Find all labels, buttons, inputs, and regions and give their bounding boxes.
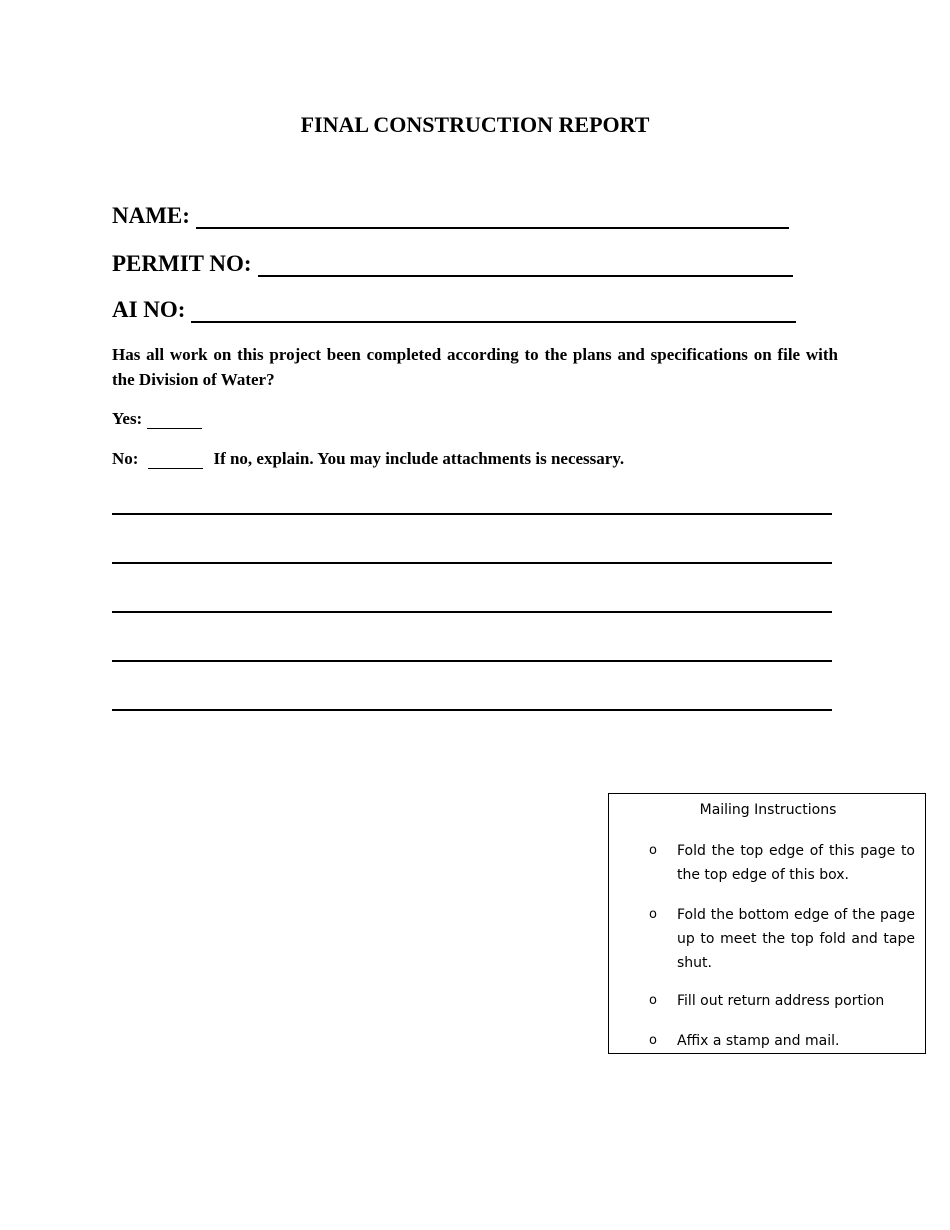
no-blank[interactable] [148,454,203,469]
yes-answer [112,409,202,429]
permit-no-blank[interactable] [258,257,793,277]
no-explain-text: If no, explain. You may include attachments is necessary. [213,449,625,468]
mailing-instructions-box [608,793,926,1054]
no-label: No: [112,449,139,468]
name-blank[interactable] [196,209,789,229]
mailing-instruction-item [649,1029,915,1053]
permit-no-field [112,251,793,277]
mailing-instruction-text: Affix a stamp and mail. [677,1033,840,1049]
explanation-line[interactable] [112,562,832,564]
mailing-instruction-item [649,903,915,975]
explanation-line[interactable] [112,709,832,711]
explanation-line[interactable] [112,660,832,662]
no-answer [112,449,624,469]
mailing-instruction-text: Fold the bottom edge of the page up to meet the top fold and tape shut. [677,907,915,971]
name-label: NAME: [112,203,190,228]
mailing-instructions-title: Mailing Instructions [699,802,837,818]
yes-blank[interactable] [147,414,202,429]
bullet-icon: o [649,907,657,922]
mailing-instruction-item [649,839,915,887]
yes-label: Yes: [112,409,143,428]
bullet-icon: o [649,993,657,1008]
page-title: FINAL CONSTRUCTION REPORT [300,112,650,137]
permit-no-label: PERMIT NO: [112,251,252,276]
ai-no-blank[interactable] [191,303,796,323]
bullet-icon: o [649,1033,657,1048]
completion-question: Has all work on this project been completed according to the plans and specifications on file with the Division of Water? [112,345,838,389]
ai-no-field [112,297,796,323]
explanation-line[interactable] [112,513,832,515]
mailing-instruction-text: Fill out return address portion [677,993,885,1009]
name-field [112,203,789,229]
mailing-instruction-item [649,989,915,1013]
ai-no-label: AI NO: [112,297,186,322]
explanation-line[interactable] [112,611,832,613]
mailing-instruction-text: Fold the top edge of this page to the top edge of this box. [677,843,915,883]
bullet-icon: o [649,843,657,858]
